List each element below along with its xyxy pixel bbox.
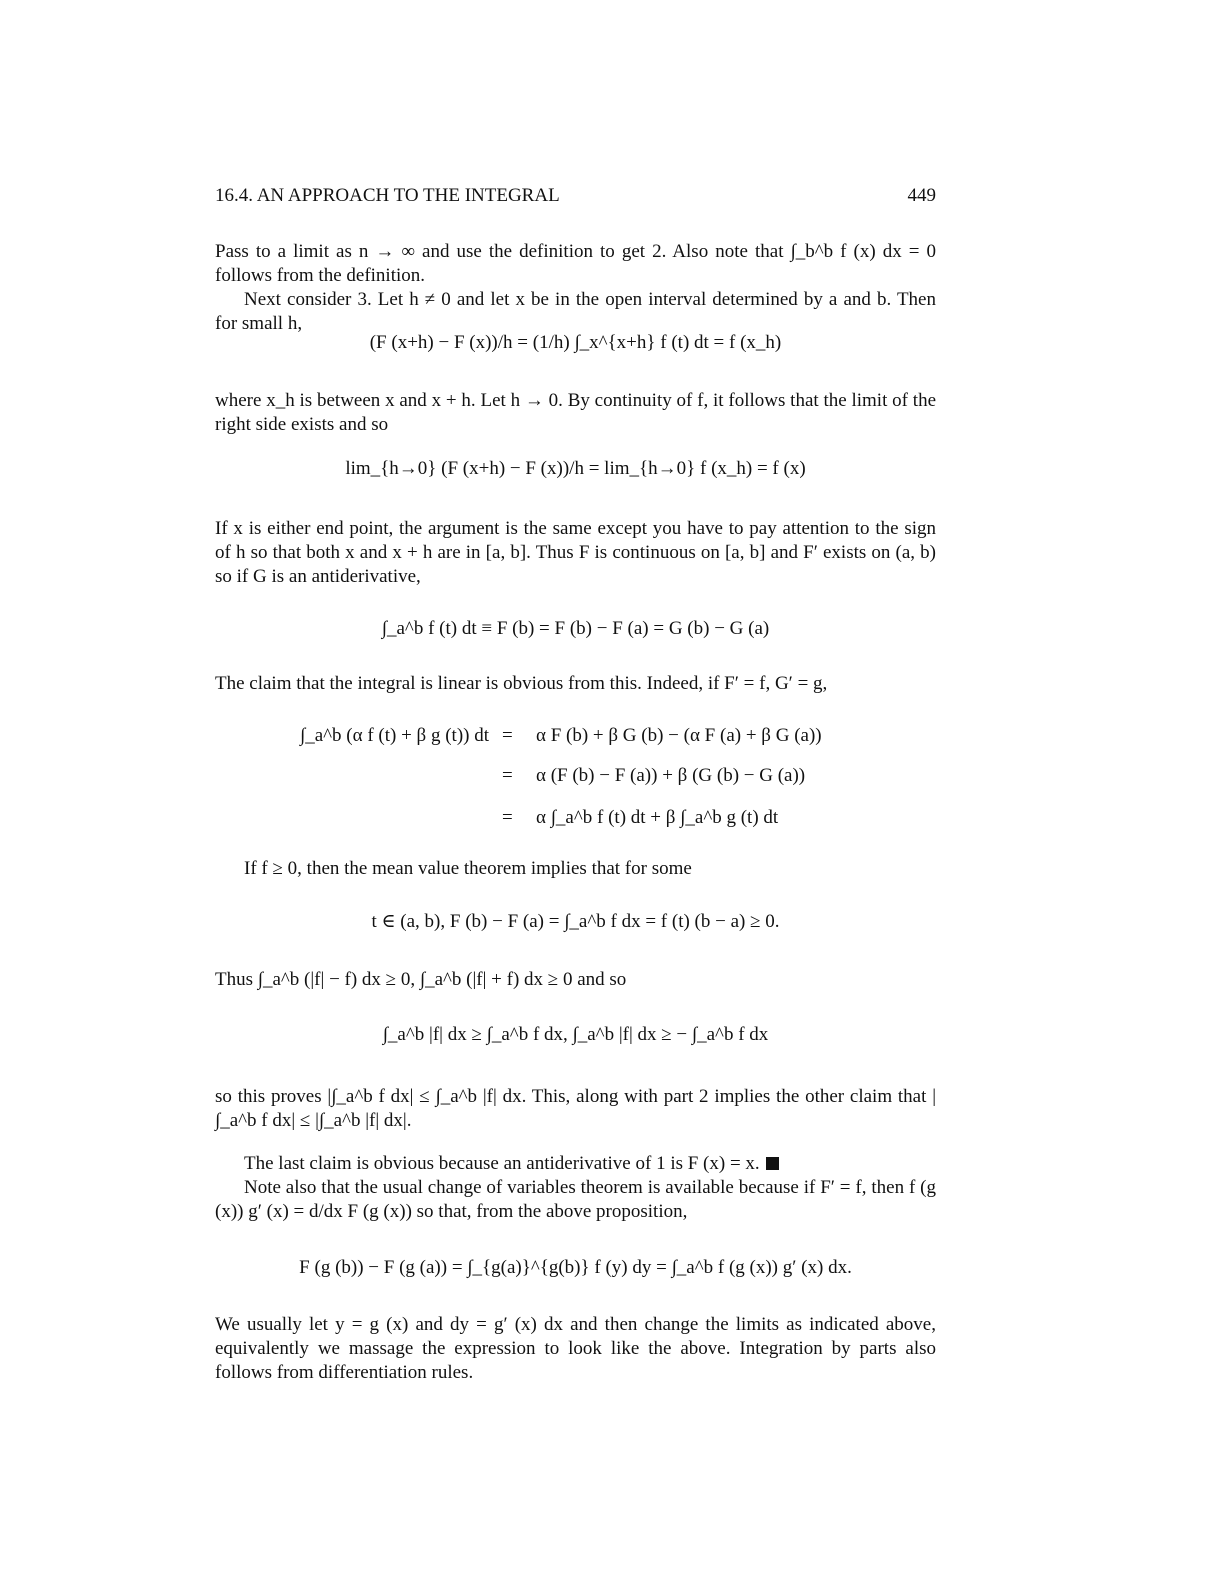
equation-2: lim_{h→0} (F (x+h) − F (x))/h = lim_{h→0} f (x_h) = f (x) [345, 458, 806, 479]
equation-4-row-2: α (F (b) − F (a)) + β (G (b) − G (a)) [536, 765, 806, 786]
section-title: 16.4. AN APPROACH TO THE INTEGRAL [215, 185, 560, 206]
running-header [215, 185, 936, 207]
equation-1: (F (x+h) − F (x))/h = (1/h) ∫_x^{x+h} f (t) dt = f (x_h) [369, 332, 782, 353]
paragraph-8: so this proves |∫_a^b f dx| ≤ ∫_a^b |f| dx. This, along with part 2 implies the other claim that |∫_a^b f dx| ≤ |∫_a^b |f| dx|. [215, 1086, 936, 1131]
equation-4-row-3: α ∫_a^b f (t) dt + β ∫_a^b g (t) dt [536, 807, 779, 828]
qed-square-icon [766, 1157, 779, 1170]
equation-4-row-1: α F (b) + β G (b) − (α F (a) + β G (a)) [536, 725, 822, 746]
paragraph-9 [215, 1152, 936, 1176]
paragraph-4: If x is either end point, the argument is the same except you have to pay attention to the sign of h so that both x and x + h are in [a, b]. Thus F is continuous on [a, b] and F′ exists on (a, b) so if G is an antiderivative, [215, 518, 936, 587]
paragraph-10: Note also that the usual change of variables theorem is available because if F′ = f, then f (g (x)) g′ (x) = d/dx F (g (x)) so that, from the above proposition, [215, 1177, 936, 1222]
equation-6: ∫_a^b |f| dx ≥ ∫_a^b f dx, ∫_a^b |f| dx ≥ − ∫_a^b f dx [382, 1024, 769, 1045]
equation-5: t ∈ (a, b), F (b) − F (a) = ∫_a^b f dx = f (t) (b − a) ≥ 0. [371, 911, 780, 932]
paragraph-7: Thus ∫_a^b (|f| − f) dx ≥ 0, ∫_a^b (|f| + f) dx ≥ 0 and so [215, 969, 627, 990]
paragraph-9-text: The last claim is obvious because an antiderivative of 1 is F (x) = x. [244, 1153, 760, 1174]
paragraph-6: If f ≥ 0, then the mean value theorem implies that for some [244, 858, 692, 879]
page-number: 449 [907, 185, 936, 206]
equation-7: F (g (b)) − F (g (a)) = ∫_{g(a)}^{g(b)} f (y) dy = ∫_a^b f (g (x)) g′ (x) dx. [299, 1257, 852, 1278]
paragraph-11: We usually let y = g (x) and dy = g′ (x) dx and then change the limits as indicated above, equivalently we massage the expression to look like the above. Integration by parts also follows from differentiation rules. [215, 1314, 936, 1383]
equals-sign: = [502, 765, 513, 786]
equation-3: ∫_a^b f (t) dt ≡ F (b) = F (b) − F (a) = G (b) − G (a) [381, 618, 770, 639]
paragraph-5: The claim that the integral is linear is obvious from this. Indeed, if F′ = f, G′ = g, [215, 673, 828, 694]
equals-sign: = [502, 807, 513, 828]
paragraph-3: where x_h is between x and x + h. Let h → 0. By continuity of f, it follows that the limit of the right side exists and so [215, 390, 936, 435]
equals-sign: = [502, 725, 513, 746]
paragraph-1: Pass to a limit as n → ∞ and use the definition to get 2. Also note that ∫_b^b f (x) dx = 0 follows from the definition. [215, 241, 936, 286]
paragraph-2: Next consider 3. Let h ≠ 0 and let x be in the open interval determined by a and b. Then for small h, [215, 289, 936, 334]
equation-4-lhs: ∫_a^b (α f (t) + β g (t)) dt [300, 725, 490, 746]
